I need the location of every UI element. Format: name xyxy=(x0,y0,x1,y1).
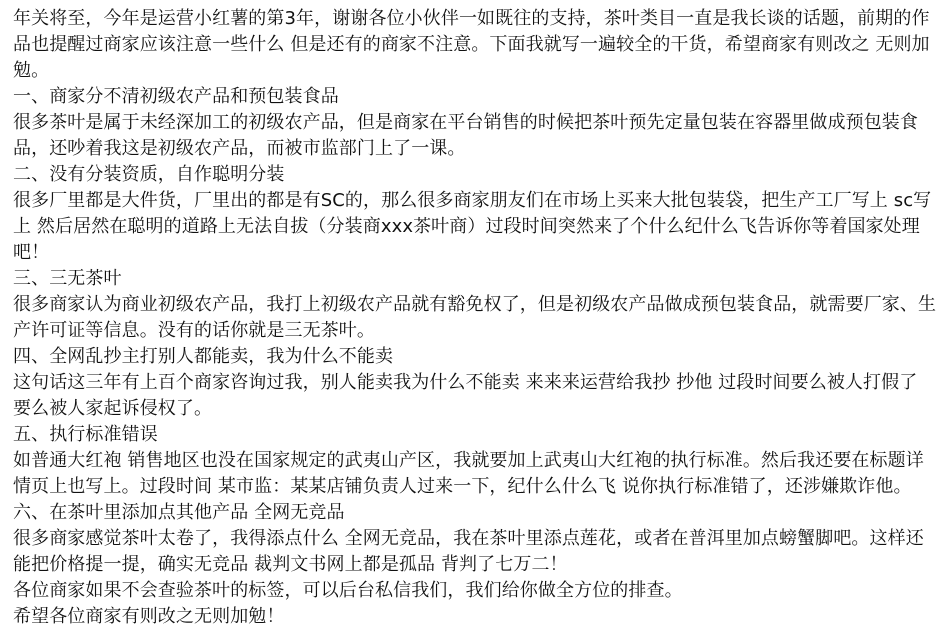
closing-signoff: 希望各位商家有则改之无则加勉！ xyxy=(13,606,285,627)
section-body: 很多茶叶是属于未经深加工的初级农产品，但是商家在平台销售的时候把茶叶预先定量包装在容器里做成预包装食品，还吵着我这是初级农产品，而被市监部门上了一课。 xyxy=(13,112,918,159)
section-heading: 四、全网乱抄主打别人都能卖，我为什么不能卖 xyxy=(13,346,394,367)
section-body: 很多商家感觉茶叶太卷了，我得添点什么 全网无竞品，我在茶叶里添点莲花，或者在普洱里加点螃蟹脚吧。这样还能把价格提一提，确实无竞品 裁判文书网上都是孤品 背判了七万二！ xyxy=(13,528,924,575)
section-heading: 六、在茶叶里添加点其他产品 全网无竞品 xyxy=(13,502,345,523)
section-body: 这句话这三年有上百个商家咨询过我，别人能卖我为什么不能卖 来来来运营给我抄 抄他 过段时间要么被人打假了 要么被人家起诉侵权了。 xyxy=(13,372,924,419)
section-body: 如普通大红袍 销售地区也没在国家规定的武夷山产区，我就要加上武夷山大红袍的执行标准。然后我还要在标题详情页上也写上。过段时间 某市监：某某店铺负责人过来一下，纪什么什么飞 说你执行标准错了，还涉嫌欺诈他。 xyxy=(13,450,924,497)
section-body: 很多厂里都是大件货，厂里出的都是有SC的，那么很多商家朋友们在市场上买来大批包装袋，把生产工厂写上 sc写上 然后居然在聪明的道路上无法自拔（分装商xxx茶叶商）过段时间突然来了个什么纪什么飞告诉你等着国家处理吧！ xyxy=(13,190,932,263)
section-heading: 一、商家分不清初级农产品和预包装食品 xyxy=(13,86,339,107)
closing-paragraph: 各位商家如果不会查验茶叶的标签，可以后台私信我们，我们给你做全方位的排查。 xyxy=(13,580,683,601)
section-body: 很多商家认为商业初级农产品，我打上初级农产品就有豁免权了，但是初级农产品做成预包装食品，就需要厂家、生产许可证等信息。没有的话你就是三无茶叶。 xyxy=(13,294,937,341)
article-body xyxy=(13,6,937,630)
intro-paragraph: 年关将至，今年是运营小红薯的第3年，谢谢各位小伙伴一如既往的支持，茶叶类目一直是我长谈的话题，前期的作品也提醒过商家应该注意一些什么 但是还有的商家不注意。下面我就写一遍较全的干货，希望商家有则改之 无则加勉。 xyxy=(13,8,930,81)
section-heading: 二、没有分装资质，自作聪明分装 xyxy=(13,164,285,185)
section-heading: 三、三无茶叶 xyxy=(13,268,122,289)
section-heading: 五、执行标准错误 xyxy=(13,424,158,445)
